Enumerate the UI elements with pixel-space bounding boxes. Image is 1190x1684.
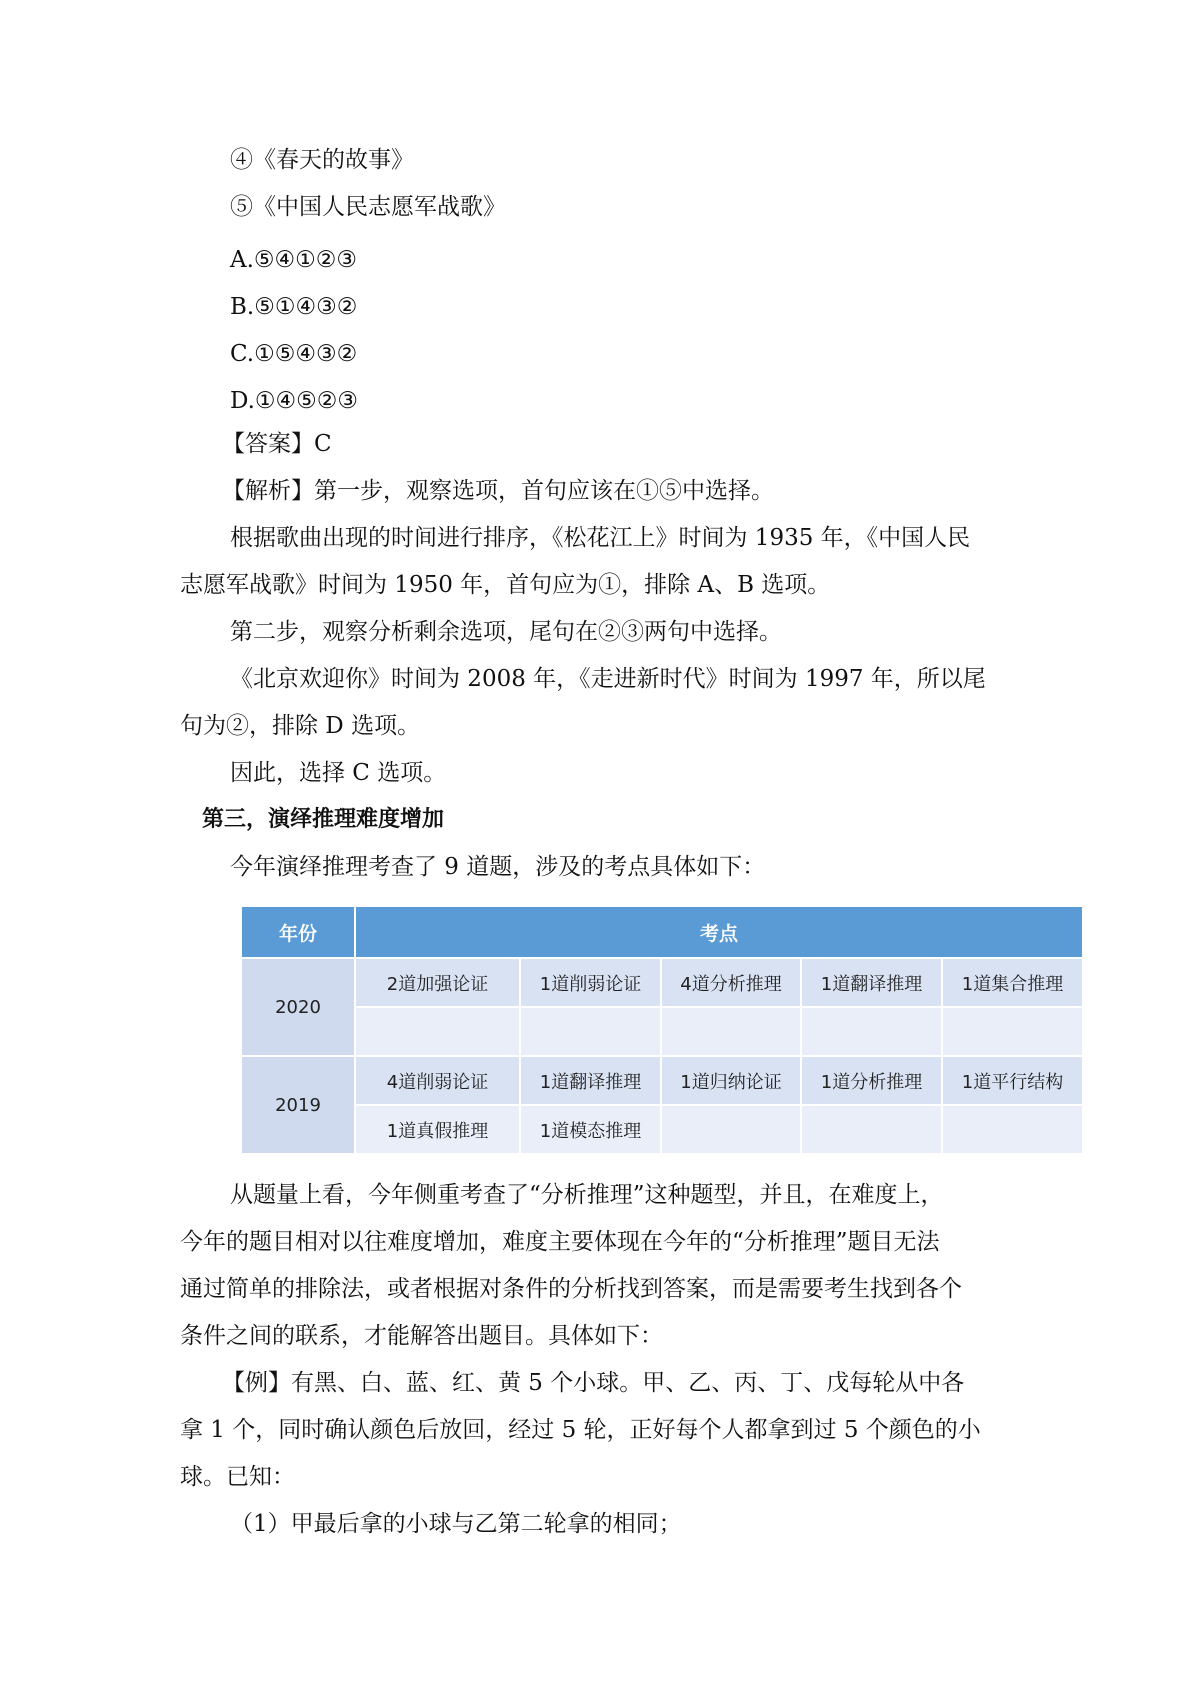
table-cell: 4道削弱论证: [355, 1056, 520, 1105]
table-cell: [801, 1105, 942, 1154]
table-cell: [942, 1105, 1083, 1154]
year-cell: 2019: [241, 1056, 355, 1154]
body-line-1: 从题量上看，今年侧重考查了“分析推理”这种题型，并且，在难度上，: [230, 1182, 944, 1208]
table-cell: 4道分析推理: [661, 958, 801, 1007]
header-points: 考点: [355, 906, 1083, 958]
table-cell: 1道集合推理: [942, 958, 1083, 1007]
table-header-row: [241, 906, 1083, 958]
option-d: D.①④⑤②③: [230, 388, 359, 414]
table-cell: 2道加强论证: [355, 958, 520, 1007]
table-cell: 1道翻译推理: [520, 1056, 661, 1105]
body-line-2: 今年的题目相对以往难度增加，难度主要体现在今年的“分析推理”题目无法: [180, 1229, 940, 1255]
intro-line: 今年演绎推理考查了 9 道题，涉及的考点具体如下：: [230, 854, 766, 880]
option-b: B.⑤①④③②: [230, 294, 358, 320]
header-year: 年份: [241, 906, 355, 958]
condition-1: （1）甲最后拿的小球与乙第二轮拿的相同；: [230, 1511, 682, 1537]
analysis-line-6: 句为②，排除 D 选项。: [180, 713, 421, 739]
exam-points-table: [240, 905, 1084, 1155]
table-row: [241, 1105, 1083, 1154]
table-cell: 1道归纳论证: [661, 1056, 801, 1105]
table-cell: 1道翻译推理: [801, 958, 942, 1007]
example-line-1: 【例】有黑、白、蓝、红、黄 5 个小球。甲、乙、丙、丁、戊每轮从中各: [222, 1370, 965, 1396]
analysis-line-2: 根据歌曲出现的时间进行排序，《松花江上》时间为 1935 年，《中国人民: [230, 525, 971, 551]
analysis-line-1: 【解析】第一步，观察选项，首句应该在①⑤中选择。: [222, 478, 774, 504]
question-item-5: ⑤《中国人民志愿军战歌》: [230, 194, 506, 220]
body-line-3: 通过简单的排除法，或者根据对条件的分析找到答案，而是需要考生找到各个: [180, 1276, 962, 1302]
table-row: [241, 958, 1083, 1007]
answer-line: 【答案】C: [222, 431, 332, 457]
example-line-3: 球。已知：: [180, 1464, 295, 1490]
year-cell: 2020: [241, 958, 355, 1056]
analysis-line-4: 第二步，观察分析剩余选项，尾句在②③两句中选择。: [230, 619, 782, 645]
table-cell: 1道模态推理: [520, 1105, 661, 1154]
table-cell: [801, 1007, 942, 1056]
table-row: [241, 1007, 1083, 1056]
analysis-line-5: 《北京欢迎你》时间为 2008 年，《走进新时代》时间为 1997 年，所以尾: [230, 666, 986, 692]
table-cell: 1道分析推理: [801, 1056, 942, 1105]
question-item-4: ④《春天的故事》: [230, 147, 414, 173]
option-a: A.⑤④①②③: [230, 247, 358, 273]
table-cell: [520, 1007, 661, 1056]
section-heading: 第三，演绎推理难度增加: [202, 807, 445, 832]
table-cell: 1道平行结构: [942, 1056, 1083, 1105]
example-line-2: 拿 1 个，同时确认颜色后放回，经过 5 轮，正好每个人都拿到过 5 个颜色的小: [180, 1417, 981, 1443]
table-cell: [661, 1105, 801, 1154]
table-cell: [355, 1007, 520, 1056]
table-cell: [942, 1007, 1083, 1056]
option-c: C.①⑤④③②: [230, 341, 358, 367]
table-row: [241, 1056, 1083, 1105]
analysis-line-7: 因此，选择 C 选项。: [230, 760, 447, 786]
table-cell: 1道真假推理: [355, 1105, 520, 1154]
table-cell: [661, 1007, 801, 1056]
body-line-4: 条件之间的联系，才能解答出题目。具体如下：: [180, 1323, 663, 1349]
table-cell: 1道削弱论证: [520, 958, 661, 1007]
analysis-line-3: 志愿军战歌》时间为 1950 年，首句应为①，排除 A、B 选项。: [180, 572, 831, 598]
